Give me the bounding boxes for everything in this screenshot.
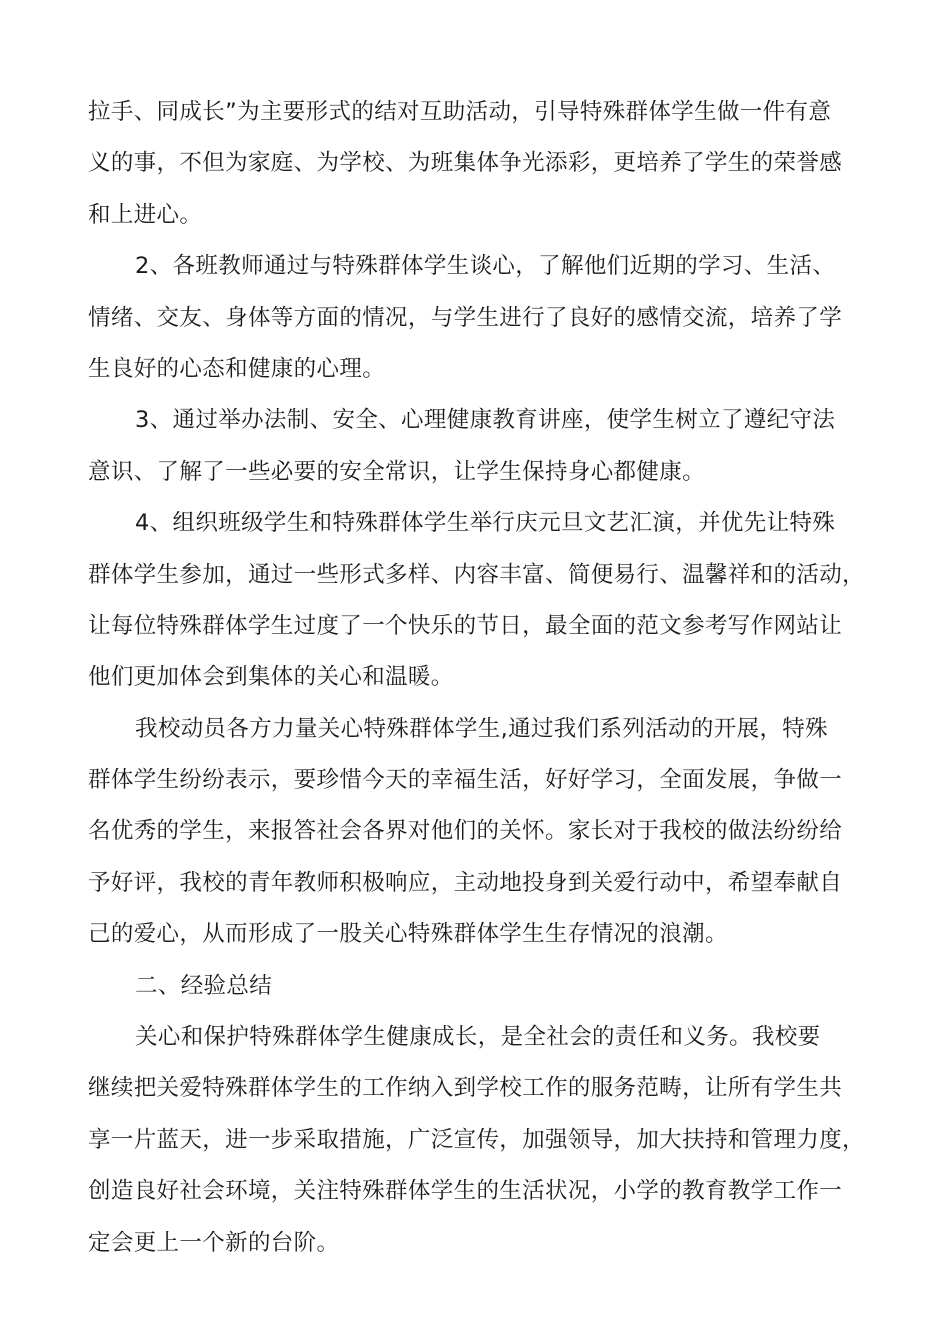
text-line: 名优秀的学生，来报答社会各界对他们的关怀。家长对于我校的做法纷纷给 bbox=[88, 818, 843, 845]
text-line: 关心和保护特殊群体学生健康成长，是全社会的责任和义务。我校要 bbox=[135, 1024, 821, 1051]
text-line: 意识、了解了一些必要的安全常识，让学生保持身心都健康。 bbox=[88, 458, 705, 485]
document-body bbox=[88, 87, 878, 1269]
text-line: 和上进心。 bbox=[88, 201, 203, 228]
text-line: 创造良好社会环境，关注特殊群体学生的生活状况，小学的教育教学工作一 bbox=[88, 1178, 843, 1205]
text-line: 定会更上一个新的台阶。 bbox=[88, 1229, 340, 1256]
section-heading: 二、经验总结 bbox=[135, 972, 273, 999]
text-line: 2、各班教师通过与特殊群体学生谈心，了解他们近期的学习、生活、 bbox=[135, 253, 836, 280]
text-line: 我校动员各方力量关心特殊群体学生,通过我们系列活动的开展，特殊 bbox=[135, 715, 829, 742]
text-line: 3、通过举办法制、安全、心理健康教育讲座，使学生树立了遵纪守法 bbox=[135, 407, 836, 434]
text-line: 己的爱心，从而形成了一股关心特殊群体学生生存情况的浪潮。 bbox=[88, 921, 728, 948]
text-line: 予好评，我校的青年教师积极响应，主动地投身到关爱行动中，希望奉献自 bbox=[88, 869, 843, 896]
text-line: 继续把关爱特殊群体学生的工作纳入到学校工作的服务范畴，让所有学生共 bbox=[88, 1075, 843, 1102]
text-line: 义的事，不但为家庭、为学校、为班集体争光添彩，更培养了学生的荣誉感 bbox=[88, 150, 843, 177]
text-line: 4、组织班级学生和特殊群体学生举行庆元旦文艺汇演，并优先让特殊 bbox=[135, 510, 836, 537]
text-line: 让每位特殊群体学生过度了一个快乐的节日，最全面的范文参考写作网站让 bbox=[88, 612, 843, 639]
text-line: 群体学生参加，通过一些形式多样、内容丰富、简便易行、温馨祥和的活动， bbox=[88, 561, 865, 588]
text-line: 群体学生纷纷表示，要珍惜今天的幸福生活，好好学习，全面发展，争做一 bbox=[88, 767, 843, 794]
text-line: 情绪、交友、身体等方面的情况，与学生进行了良好的感情交流，培养了学 bbox=[88, 304, 843, 331]
text-line: 享一片蓝天，进一步采取措施，广泛宣传，加强领导，加大扶持和管理力度， bbox=[88, 1126, 865, 1153]
text-line: 他们更加体会到集体的关心和温暖。 bbox=[88, 664, 454, 691]
text-line: 生良好的心态和健康的心理。 bbox=[88, 355, 386, 382]
text-line: 拉手、同成长”为主要形式的结对互助活动，引导特殊群体学生做一件有意 bbox=[88, 99, 832, 125]
